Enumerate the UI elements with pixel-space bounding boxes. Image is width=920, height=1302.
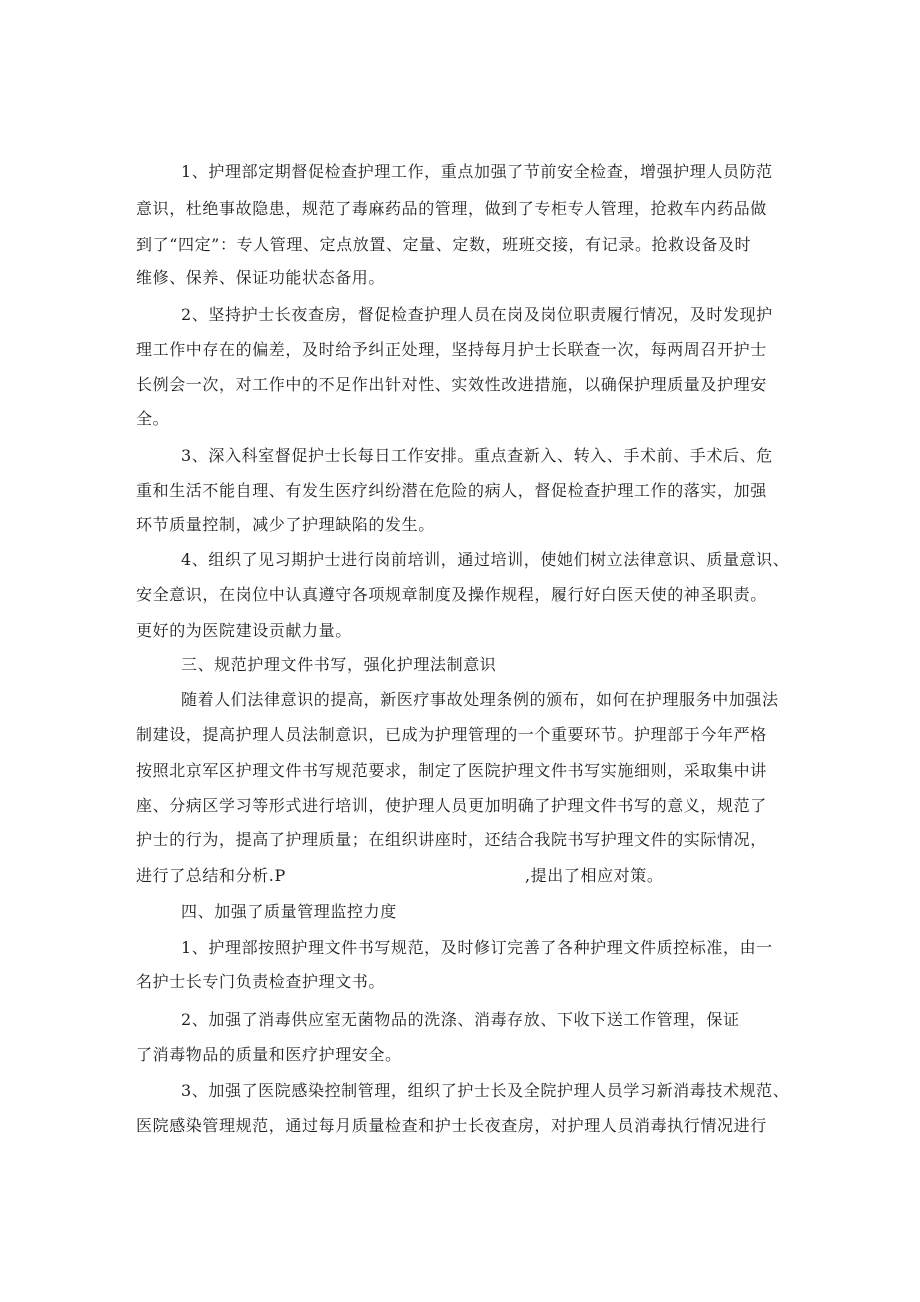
section-heading-4: 四、加强了质量管理监控力度 [181,902,397,921]
paragraph-8-line-1: 3、加强了医院感染控制管理，组织了护士长及全院护理人员学习新消毒技术规范、 [181,1081,790,1100]
paragraph-4-line-3: 更好的为医院建设贡献力量。 [136,621,352,640]
paragraph-5-line-3: 按照北京军区护理文件书写规范要求，制定了医院护理文件书写实施细则，采取集中讲 [136,761,767,780]
paragraph-5-line-1: 随着人们法律意识的提高，新医疗事故处理条例的颁布，如何在护理服务中加强法 [181,690,779,709]
paragraph-2-line-1: 2、坚持护士长夜查房，督促检查护理人员在岗及岗位职责履行情况，及时发现护 [181,305,773,324]
paragraph-5-line-6-tail: ,提出了相应对策。 [525,866,664,885]
paragraph-5-line-4: 座、分病区学习等形式进行培训，使护理人员更加明确了护理文件书写的意义，规范了 [136,796,767,815]
paragraph-5-line-5: 护士的行为，提高了护理质量；在组织讲座时，还结合我院书写护理文件的实际情况， [136,830,767,849]
paragraph-1-line-2: 意识，杜绝事故隐患，规范了毒麻药品的管理，做到了专柜专人管理，抢救车内药品做 [136,199,767,218]
paragraph-1-line-3: 到了“四定”：专人管理、定点放置、定量、定数，班班交接，有记录。抢救设备及时 [136,235,752,254]
paragraph-7-line-2: 了消毒物品的质量和医疗护理安全。 [136,1045,402,1064]
paragraph-6-line-2: 名护士长专门负责检查护理文书。 [136,972,386,991]
paragraph-8-line-2: 医院感染管理规范，通过每月质量检查和护士长夜查房，对护理人员消毒执行情况进行 [136,1116,767,1135]
section-heading-3: 三、规范护理文件书写，强化护理法制意识 [181,655,497,674]
paragraph-6-line-1: 1、护理部按照护理文件书写规范，及时修订完善了各种护理文件质控标准，由一 [181,938,773,957]
paragraph-1-line-4: 维修、保养、保证功能状态备用。 [136,268,386,287]
paragraph-5-line-6: 进行了总结和分析.P [136,866,286,885]
paragraph-4-line-1: 4、组织了见习期护士进行岗前培训，通过培训，使她们树立法律意识、质量意识、 [181,550,790,569]
paragraph-3-line-1: 3、深入科室督促护士长每日工作安排。重点查新入、转入、手术前、手术后、危 [181,446,773,465]
paragraph-4-line-2: 安全意识，在岗位中认真遵守各项规章制度及操作规程，履行好白医天使的神圣职责。 [136,585,767,604]
paragraph-1-line-1: 1、护理部定期督促检查护理工作，重点加强了节前安全检查，增强护理人员防范 [181,162,773,181]
paragraph-2-line-2: 理工作中存在的偏差，及时给予纠正处理，坚持每月护士长联查一次，每两周召开护士 [136,340,767,359]
paragraph-3-line-2: 重和生活不能自理、有发生医疗纠纷潜在危险的病人，督促检查护理工作的落实，加强 [136,481,767,500]
paragraph-7-line-1: 2、加强了消毒供应室无菌物品的洗涤、消毒存放、下收下送工作管理，保证 [181,1010,740,1029]
paragraph-3-line-3: 环节质量控制，减少了护理缺陷的发生。 [136,515,435,534]
paragraph-5-line-2: 制建设，提高护理人员法制意识，已成为护理管理的一个重要环节。护理部于今年严格 [136,725,767,744]
paragraph-2-line-4: 全。 [136,409,170,428]
paragraph-2-line-3: 长例会一次，对工作中的不足作出针对性、实效性改进措施，以确保护理质量及护理安 [136,375,767,394]
